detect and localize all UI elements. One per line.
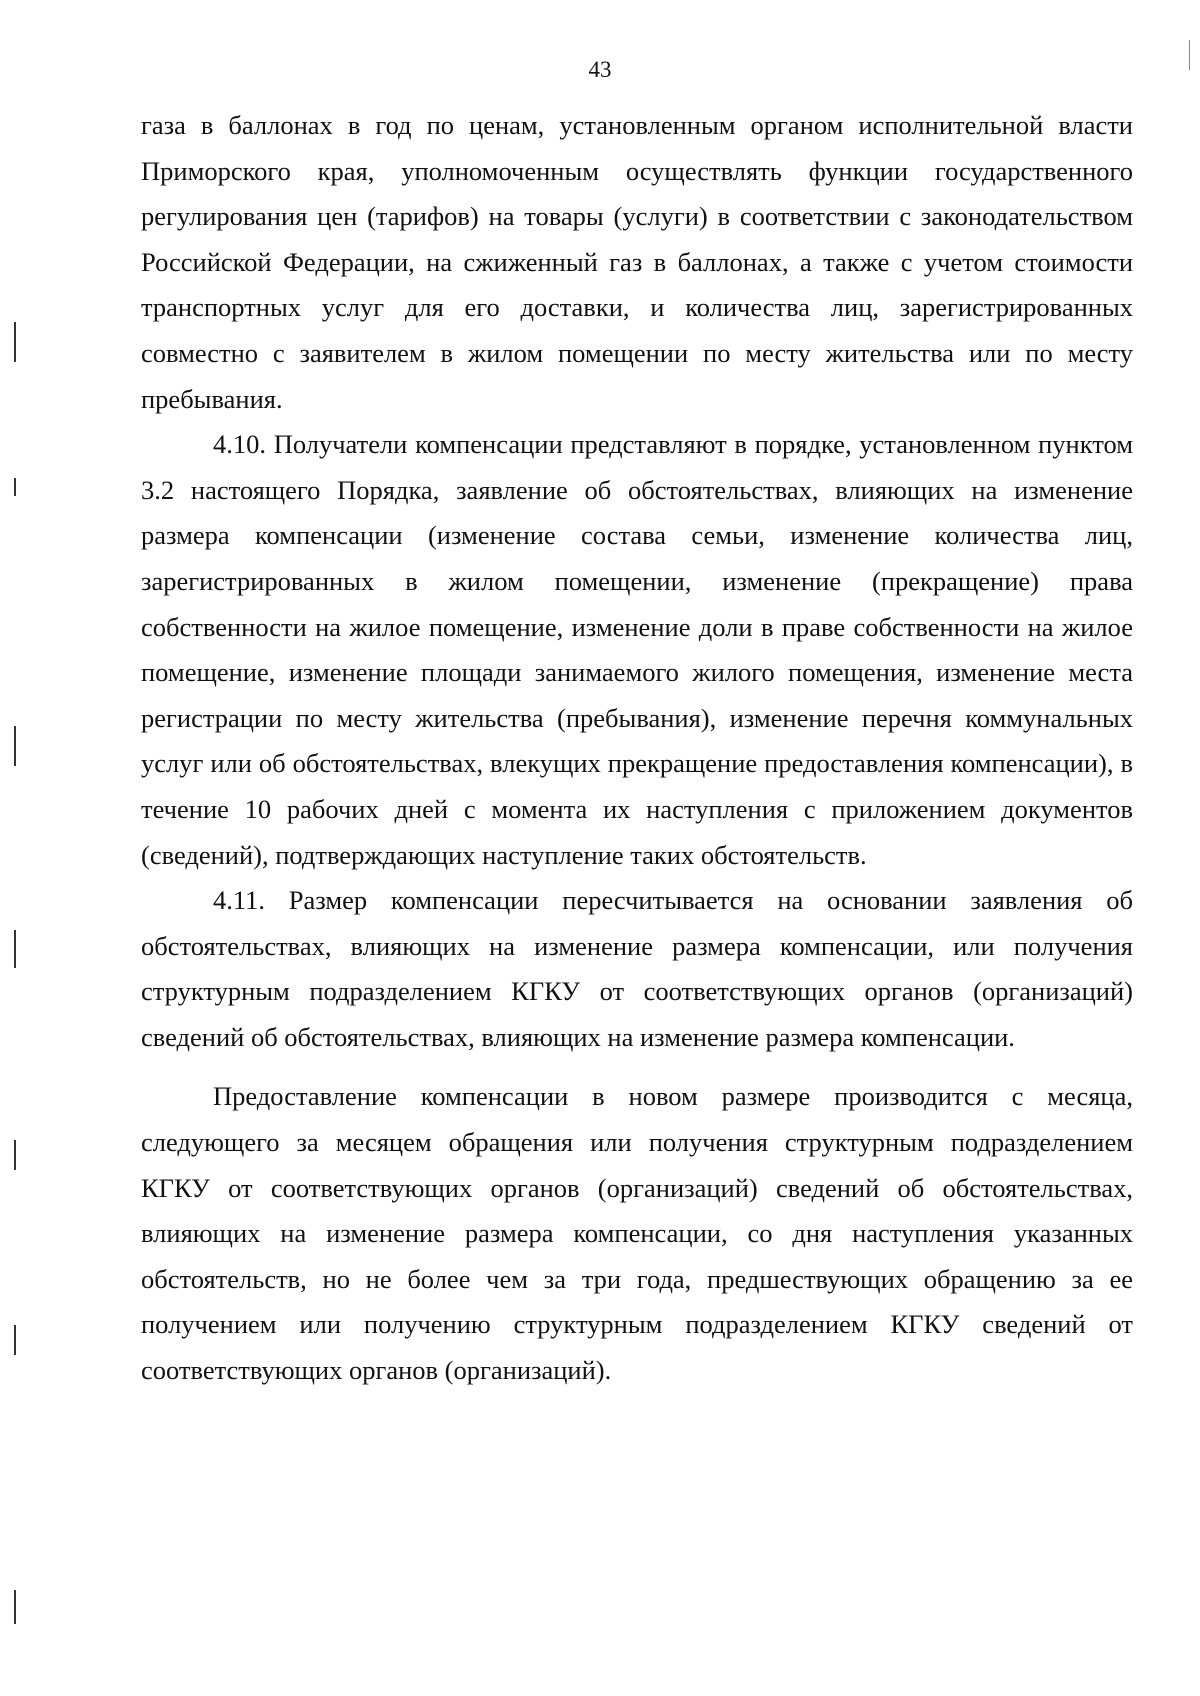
paragraph-recalculation: Предоставление компенсации в новом размере производится с месяца, следующего за месяцем обращения или получения структурным подразделением КГКУ от соответствующих органов (организаций) сведений об обстоятельствах, влияющих на изменение размера компенсации, со дня наступления указанных обстоятельств, но не более чем за три года, предшествующих обращению за ее получением или получению структурным подразделением КГКУ сведений от соответствующих органов (организаций). xyxy=(141,1081,1133,1386)
scan-margin-mark xyxy=(14,1325,16,1355)
scan-margin-mark xyxy=(14,478,16,496)
scan-margin-mark xyxy=(14,1590,16,1624)
scan-margin-mark xyxy=(14,322,16,362)
document-body xyxy=(141,103,1133,1394)
paragraph-4-11: 4.11. Размер компенсации пересчитывается на основании заявления об обстоятельствах, влияющих на изменение размера компенсации, или получения структурным подразделением КГКУ от соответствующих органов (организаций) сведений об обстоятельствах, влияющих на изменение размера компенсации. xyxy=(141,885,1133,1052)
paragraph-continuation: газа в баллонах в год по ценам, установленным органом исполнительной власти Приморского края, уполномоченным осуществлять функции государственного регулирования цен (тарифов) на товары (услуги) в соответствии с законодательством Российской Федерации, на сжиженный газ в баллонах, а также с учетом стоимости транспортных услуг для его доставки, и количества лиц, зарегистрированных совместно с заявителем в жилом помещении по месту жительства или по месту пребывания. xyxy=(141,110,1133,414)
scan-margin-mark xyxy=(14,1140,16,1170)
scan-margin-mark xyxy=(14,930,16,968)
scan-margin-mark xyxy=(14,726,16,766)
paragraph-4-10: 4.10. Получатели компенсации представляют в порядке, установленном пунктом 3.2 настоящего Порядка, заявление об обстоятельствах, влияющих на изменение размера компенсации (изменение состава семьи, изменение количества лиц, зарегистрированных в жилом помещении, изменение (прекращение) права собственности на жилое помещение, изменение доли в праве собственности на жилое помещение, изменение площади занимаемого жилого помещения, изменение места регистрации по месту жительства (пребывания), изменение перечня коммунальных услуг или об обстоятельствах, влекущих прекращение предоставления компенсации), в течение 10 рабочих дней с момента их наступления с приложением документов (сведений), подтверждающих наступление таких обстоятельств. xyxy=(141,429,1133,870)
page-number: 43 xyxy=(588,57,612,82)
